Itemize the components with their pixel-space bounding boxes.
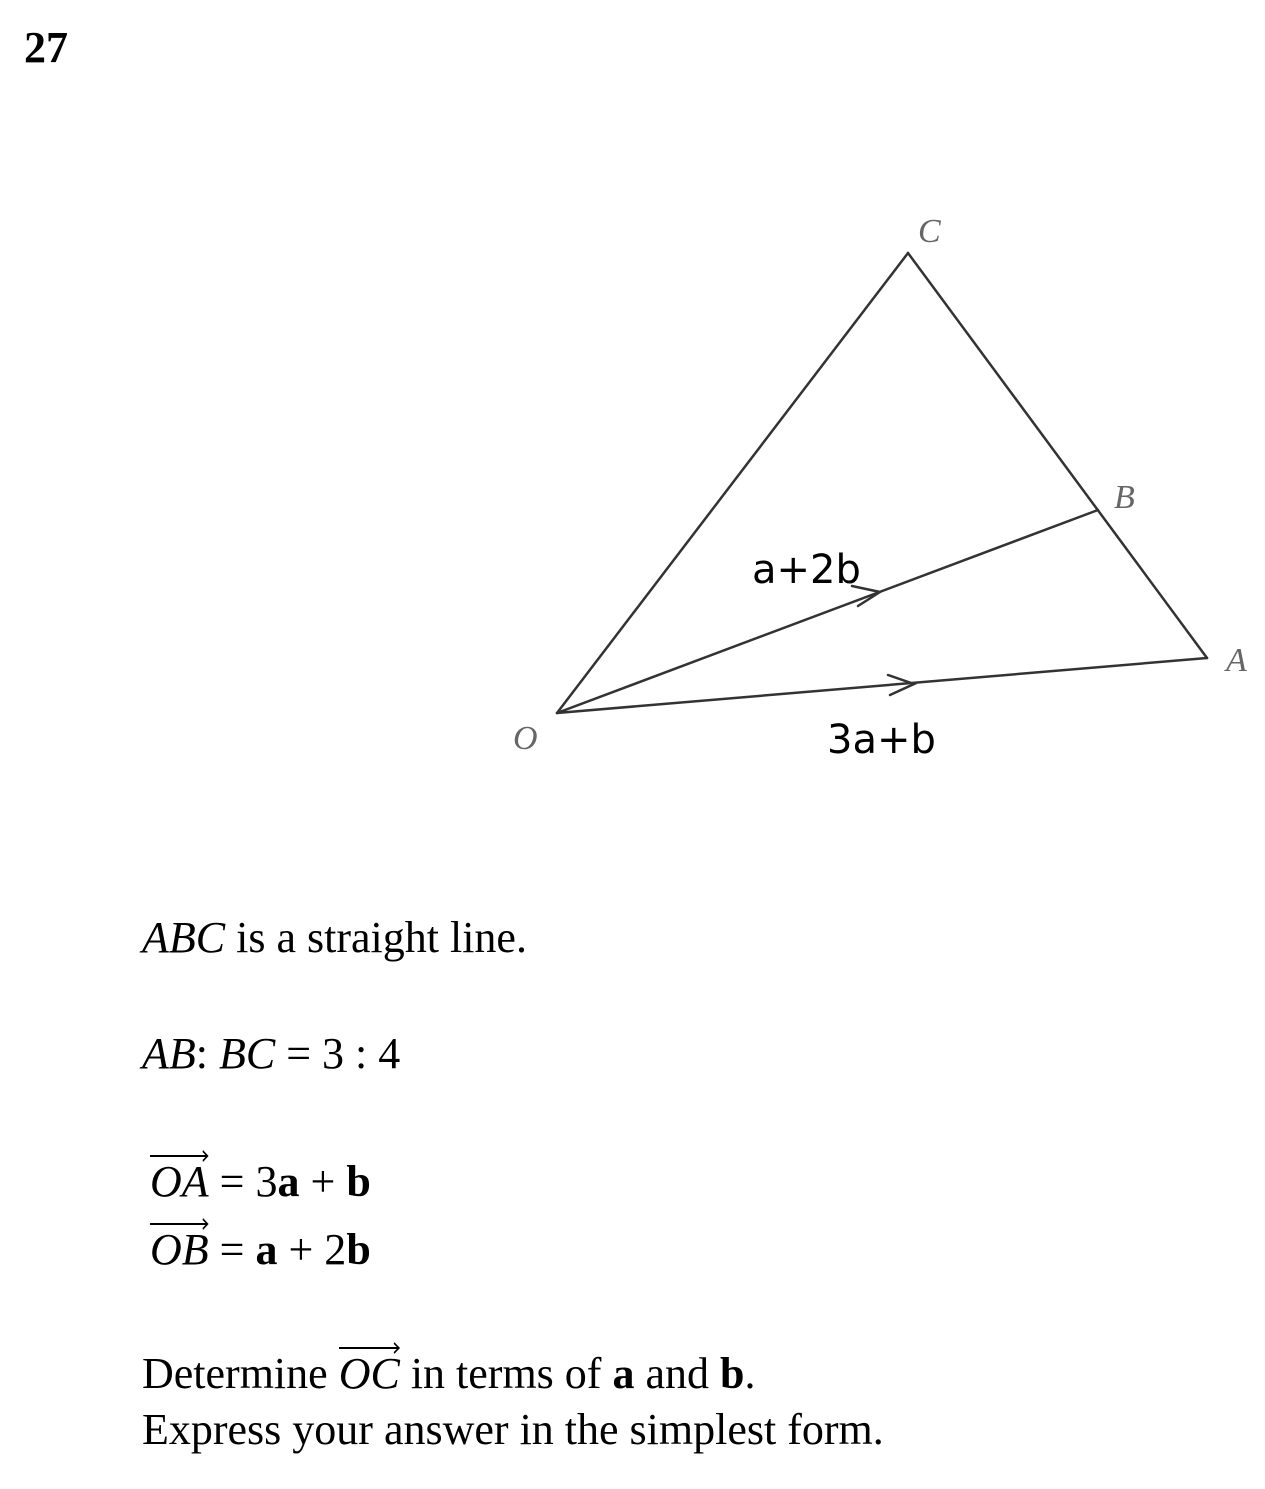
line-oc	[557, 253, 908, 713]
vector-arrow-icon	[150, 1217, 209, 1231]
segment-ab: AB	[142, 1029, 196, 1078]
vector-ob: OB	[150, 1226, 209, 1272]
line-ca	[908, 253, 1207, 658]
point-label-o: O	[513, 720, 538, 757]
statement-ratio	[142, 1029, 401, 1078]
line-name: ABC	[142, 913, 226, 962]
segment-bc: BC	[219, 1029, 276, 1078]
ratio-value: = 3 : 4	[275, 1029, 401, 1078]
point-label-c: C	[918, 213, 941, 250]
point-label-b: B	[1114, 479, 1135, 516]
vector-arrow-icon	[339, 1341, 400, 1355]
vector-label-ob: a+2b	[752, 547, 861, 593]
statement-vector-oa: OA = 3a + b	[150, 1158, 371, 1204]
vector-label-oa: 3a+b	[827, 717, 936, 763]
point-label-a: A	[1226, 642, 1247, 679]
vector-arrow-icon	[150, 1149, 209, 1163]
statement-straight-line	[142, 913, 527, 962]
question-number: 27	[24, 23, 68, 72]
vector-oa: OA	[150, 1158, 209, 1204]
task-line-1: Determine OC in terms of a and b.	[142, 1350, 755, 1396]
vector-oc: OC	[339, 1350, 400, 1396]
line-oa	[557, 658, 1207, 713]
line-ob	[557, 510, 1098, 713]
statement-vector-ob: OB = a + 2b	[150, 1226, 371, 1272]
statement-text: is a straight line.	[225, 913, 527, 962]
task-line-2: Express your answer in the simplest form.	[142, 1405, 884, 1454]
ratio-separator: :	[195, 1029, 219, 1078]
